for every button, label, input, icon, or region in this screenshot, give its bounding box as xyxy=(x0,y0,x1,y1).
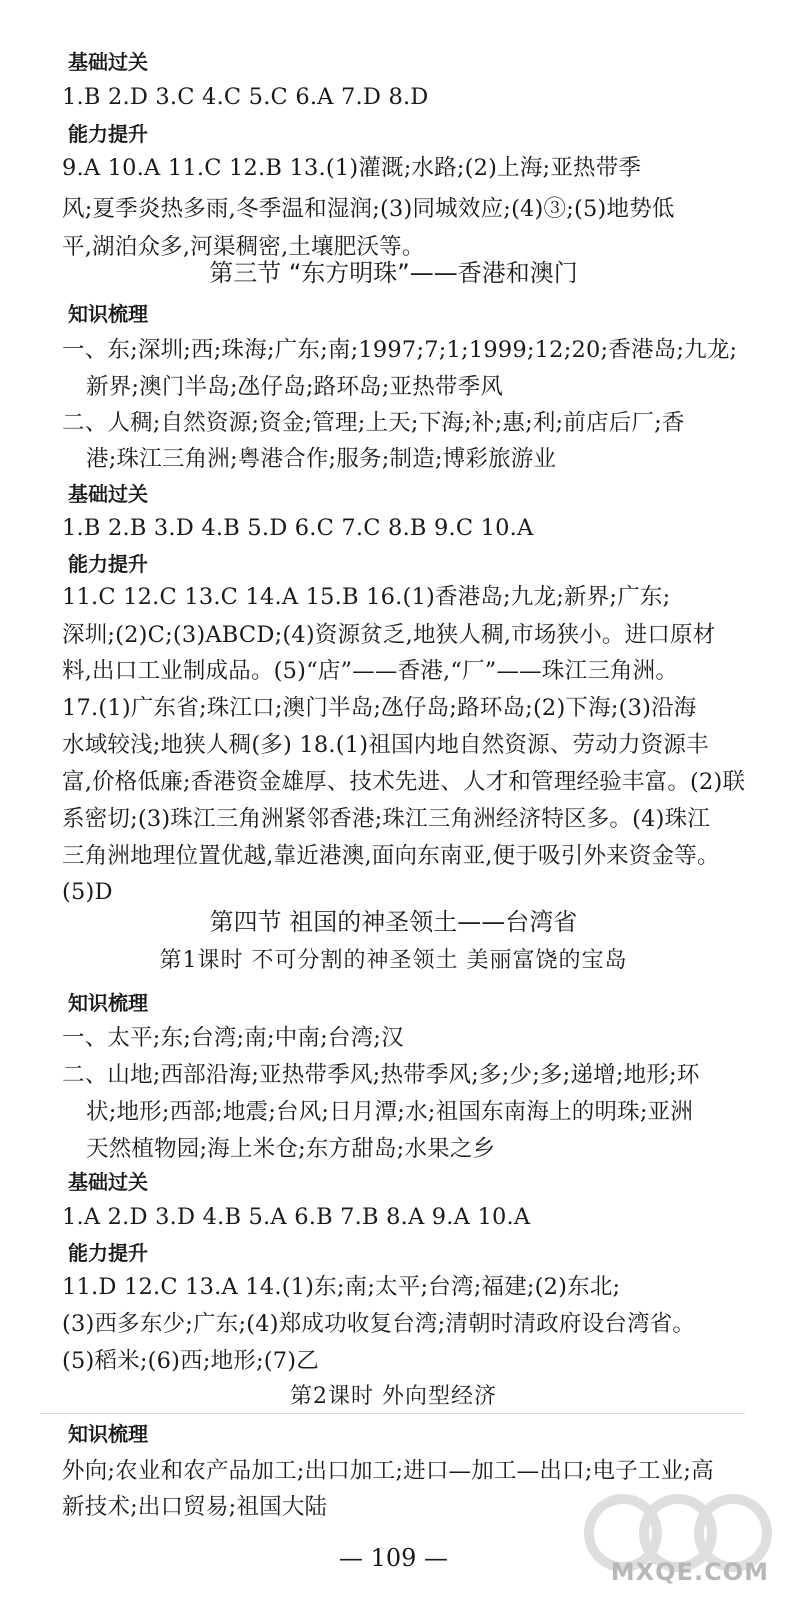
s3-ability-line-3: 料,出口工业制成品。(5)“店”——香港,“厂”——珠江三角洲。 xyxy=(62,658,679,684)
s3-basic-heading: 基础过关 xyxy=(68,482,148,506)
s2-basic-answers: 1.B 2.D 3.C 4.C 5.C 6.A 7.D 8.D xyxy=(62,84,429,110)
s3-knowledge-line-4: 港;珠江三角洲;粤港合作;服务;制造;博彩旅游业 xyxy=(86,446,557,472)
s3-knowledge-line-2: 新界;澳门半岛;氹仔岛;路环岛;亚热带季风 xyxy=(86,374,504,400)
s4-basic-answers: 1.A 2.D 3.D 4.B 5.A 6.B 7.B 8.A 9.A 10.A xyxy=(62,1204,531,1230)
s4-ability-line-3: (5)稻米;(6)西;地形;(7)乙 xyxy=(62,1348,319,1374)
s4-ability-line-1: 11.D 12.C 13.A 14.(1)东;南;太平;台湾;福建;(2)东北; xyxy=(62,1274,621,1300)
watermark-text: MXQE.COM xyxy=(610,1558,769,1586)
s3-ability-line-7: 系密切;(3)珠江三角洲紧邻香港;珠江三角洲经济特区多。(4)珠江 xyxy=(62,806,711,832)
s4-knowledge-line-3: 状;地形;西部;地震;台风;日月潭;水;祖国东南海上的明珠;亚洲 xyxy=(86,1099,694,1125)
s4-knowledge-line-1: 一、太平;东;台湾;南;中南;台湾;汉 xyxy=(62,1025,404,1051)
s2-basic-heading: 基础过关 xyxy=(68,50,148,74)
s4-ability-heading: 能力提升 xyxy=(68,1241,148,1265)
s3-knowledge-line-1: 一、东;深圳;西;珠海;广东;南;1997;7;1;1999;12;20;香港岛;九龙; xyxy=(62,337,738,363)
s3-ability-line-4: 17.(1)广东省;珠江口;澳门半岛;氹仔岛;路环岛;(2)下海;(3)沿海 xyxy=(62,695,697,721)
s4-basic-heading: 基础过关 xyxy=(68,1170,148,1194)
s2-ability-line-3: 平,湖泊众多,河渠稠密,土壤肥沃等。 xyxy=(62,234,425,260)
page-number: — 109 — xyxy=(338,1544,449,1572)
s3-basic-answers: 1.B 2.B 3.D 4.B 5.D 6.C 7.C 8.B 9.C 10.A xyxy=(62,515,534,541)
s3-knowledge-heading: 知识梳理 xyxy=(68,302,148,326)
s3-knowledge-line-3: 二、人稠;自然资源;资金;管理;上天;下海;补;惠;利;前店后厂;香 xyxy=(62,410,685,436)
lesson-1-title: 第1课时 不可分割的神圣领土 美丽富饶的宝岛 xyxy=(159,948,628,973)
lesson2-knowledge-heading: 知识梳理 xyxy=(68,1422,148,1446)
s3-ability-line-2: 深圳;(2)C;(3)ABCD;(4)资源贫乏,地狭人稠,市场狭小。进口原材 xyxy=(62,622,716,648)
s3-ability-line-6: 富,价格低廉;香港资金雄厚、技术先进、人才和管理经验丰富。(2)联 xyxy=(62,769,746,795)
s4-ability-line-2: (3)西多东少;广东;(4)郑成功收复台湾;清朝时清政府设台湾省。 xyxy=(62,1311,696,1337)
s2-ability-line-2: 风;夏季炎热多雨,冬季温和湿润;(3)同城效应;(4)③;(5)地势低 xyxy=(62,196,675,222)
section-3-title: 第三节 “东方明珠”——香港和澳门 xyxy=(209,259,578,287)
s3-ability-line-5: 水域较浅;地狭人稠(多) 18.(1)祖国内地自然资源、劳动力资源丰 xyxy=(62,732,709,758)
s4-knowledge-heading: 知识梳理 xyxy=(68,991,148,1015)
lesson2-line-1: 外向;农业和农产品加工;出口加工;进口—加工—出口;电子工业;高 xyxy=(62,1458,714,1484)
lesson-2-title: 第2课时 外向型经济 xyxy=(290,1384,497,1409)
section-4-title: 第四节 祖国的神圣领土——台湾省 xyxy=(209,908,578,936)
s2-ability-heading: 能力提升 xyxy=(68,122,148,146)
s4-knowledge-line-2: 二、山地;西部沿海;亚热带季风;热带季风;多;少;多;递增;地形;环 xyxy=(62,1062,700,1088)
divider xyxy=(40,1413,745,1414)
s3-ability-line-8: 三角洲地理位置优越,靠近港澳,面向东南亚,便于吸引外来资金等。 xyxy=(62,843,720,869)
lesson2-line-2: 新技术;出口贸易;祖国大陆 xyxy=(62,1494,328,1520)
s3-ability-line-1: 11.C 12.C 13.C 14.A 15.B 16.(1)香港岛;九龙;新界;广东; xyxy=(62,584,671,610)
s2-ability-line-1: 9.A 10.A 11.C 12.B 13.(1)灌溉;水路;(2)上海;亚热带季 xyxy=(62,155,642,181)
s3-ability-heading: 能力提升 xyxy=(68,552,148,576)
s4-knowledge-line-4: 天然植物园;海上米仓;东方甜岛;水果之乡 xyxy=(86,1136,496,1162)
s3-ability-line-9: (5)D xyxy=(62,879,113,905)
